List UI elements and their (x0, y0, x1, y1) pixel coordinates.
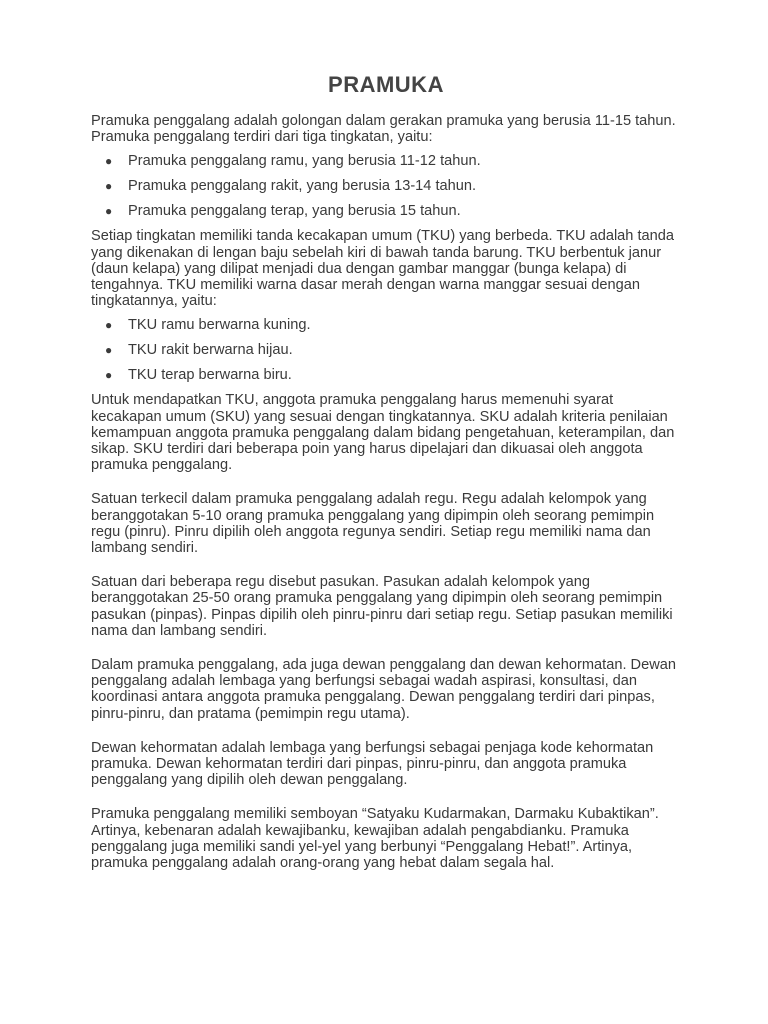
bullet-icon: ● (105, 368, 113, 383)
document-page (91, 70, 681, 871)
tku-paragraph: Setiap tingkatan memiliki tanda kecakapan umum (TKU) yang berbeda. TKU adalah tanda yang dikenakan di lengan baju sebelah kiri di bawah tanda barung. TKU berbentuk janur (daun kelapa) yang dilipat menjadi dua dengan gambar manggar (bunga kelapa) di tengahnya. TKU memiliki warna dasar merah dengan warna manggar sesuai dengan tingkatannya, yaitu: (91, 228, 674, 310)
bullet-icon: ● (105, 179, 113, 194)
list-item (91, 178, 681, 194)
list-item-text: Pramuka penggalang rakit, yang berusia 13-14 tahun. (128, 178, 477, 195)
list-item (91, 203, 681, 219)
bullet-icon: ● (105, 318, 113, 333)
intro-paragraph: Pramuka penggalang adalah golongan dalam gerakan pramuka yang berusia 11-15 tahun. Pramuka penggalang terdiri dari tiga tingkatan, yaitu: (91, 113, 676, 146)
bullet-icon: ● (105, 204, 113, 219)
levels-list (91, 153, 681, 219)
list-item (91, 367, 681, 383)
dewan-kehormatan-paragraph: Dewan kehormatan adalah lembaga yang berfungsi sebagai penjaga kode kehormatan pramuka. Dewan kehormatan terdiri dari pinpas, pinru-pinru, dan anggota pramuka penggalang yang dipilih oleh dewan penggalang. (91, 739, 654, 789)
list-item-text: TKU ramu berwarna kuning. (128, 317, 311, 334)
bullet-icon: ● (105, 343, 113, 358)
list-item-text: Pramuka penggalang ramu, yang berusia 11-12 tahun. (128, 153, 481, 170)
list-item (91, 153, 681, 169)
regu-paragraph: Satuan terkecil dalam pramuka penggalang adalah regu. Regu adalah kelompok yang beranggotakan 5-10 orang pramuka penggalang yang dipimpin oleh seorang pemimpin regu (pinru). Pinru dipilih oleh anggota regunya sendiri. Setiap regu memiliki nama dan lambang sendiri. (91, 491, 655, 557)
list-item-text: TKU terap berwarna biru. (128, 367, 292, 384)
dewan-penggalang-paragraph: Dalam pramuka penggalang, ada juga dewan penggalang dan dewan kehormatan. Dewan penggalang adalah lembaga yang berfungsi sebagai wadah aspirasi, konsultasi, dan koordinasi antara anggota pramuka penggalang. Dewan penggalang terdiri dari pinpas, pinru-pinru, dan pratama (pemimpin regu utama). (91, 657, 676, 722)
semboyan-paragraph: Pramuka penggalang memiliki semboyan “Satyaku Kudarmakan, Darmaku Kubaktikan”. Artinya, kebenaran adalah kewajibanku, kewajiban adalah pengabdianku. Pramuka penggalang juga memiliki sandi yel-yel yang berbunyi “Penggalang Hebat!”. Artinya, pramuka penggalang adalah orang-orang yang hebat dalam segala hal. (91, 806, 659, 872)
tku-colors-list (91, 317, 681, 383)
pasukan-paragraph: Satuan dari beberapa regu disebut pasukan. Pasukan adalah kelompok yang beranggotakan 25-50 orang pramuka penggalang yang dipimpin oleh seorang pemimpin pasukan (pinpas). Pinpas dipilih oleh pinru-pinru dari setiap regu. Setiap pasukan memiliki nama dan lambang sendiri. (91, 574, 673, 639)
list-item-text: Pramuka penggalang terap, yang berusia 15 tahun. (128, 203, 461, 220)
bullet-icon: ● (105, 154, 113, 169)
sku-paragraph: Untuk mendapatkan TKU, anggota pramuka penggalang harus memenuhi syarat kecakapan umum (SKU) yang sesuai dengan tingkatannya. SKU adalah kriteria penilaian kemampuan anggota pramuka penggalang dalam bidang pengetahuan, keterampilan, dan sikap. SKU terdiri dari beberapa poin yang harus dipelajari dan dikuasai oleh anggota pramuka penggalang. (91, 392, 675, 474)
document-title: PRAMUKA (328, 72, 444, 97)
list-item-text: TKU rakit berwarna hijau. (128, 342, 293, 359)
list-item (91, 317, 681, 333)
list-item (91, 342, 681, 358)
